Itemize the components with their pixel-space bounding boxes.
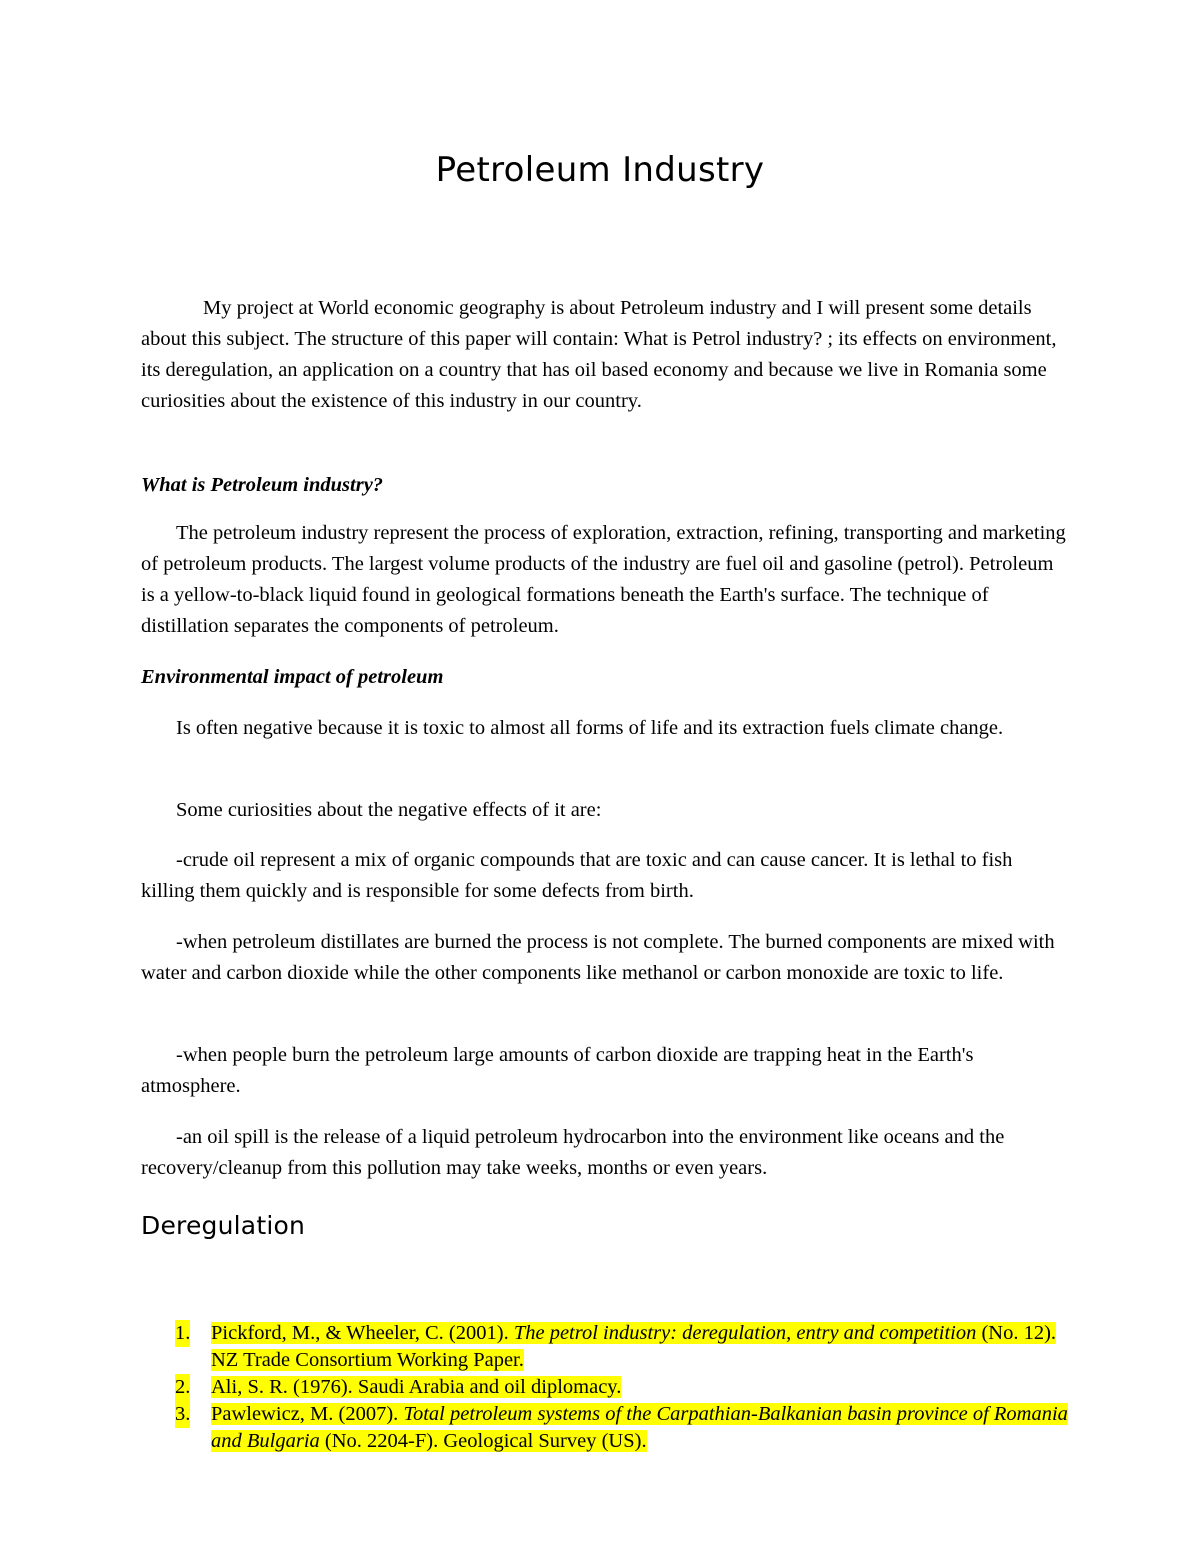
reference-text: Pickford, M., & Wheeler, C. (2001). <box>211 1322 514 1344</box>
document-title: Petroleum Industry <box>435 150 765 190</box>
reference-number: 2. <box>175 1374 190 1401</box>
intro-paragraph: My project at World economic geography is about Petroleum industry and I will present some details about this subject. The structure of this paper will contain: What is Petrol industry? ; its effects on environment, its deregulation, an application on a country that has oil based economy and because we live in Romania some curiosities about the existence of this industry in our country. <box>141 297 1057 412</box>
what-is-paragraph: The petroleum industry represent the process of exploration, extraction, refining, transporting and marketing of petroleum products. The largest volume products of the industry are fuel oil and gasoline (petrol). Petroleum is a yellow-to-black liquid found in geological formations beneath the Earth's surface. The technique of distillation separates the components of petroleum. <box>141 522 1066 637</box>
intro-block <box>141 293 1071 417</box>
environment-p6-block <box>141 1122 1071 1184</box>
environment-p2-block <box>141 795 1071 826</box>
reference-text: Pawlewicz, M. (2007). <box>211 1403 404 1425</box>
reference-title: The petrol industry: deregulation, entry and competition <box>513 1322 977 1344</box>
list-item <box>141 1374 1071 1401</box>
section-environment <box>141 662 1071 693</box>
environment-p3-block <box>141 845 1071 907</box>
list-item <box>141 1401 1071 1455</box>
reference-number: 1. <box>175 1320 190 1347</box>
references-list <box>141 1320 1071 1455</box>
environment-paragraph-5: -when people burn the petroleum large amounts of carbon dioxide are trapping heat in the Earth's atmosphere. <box>141 1044 974 1097</box>
reference-text: Ali, S. R. (1976). Saudi Arabia and oil diplomacy. <box>211 1376 622 1398</box>
reference-tail: (No. 2204-F). Geological Survey (US). <box>319 1430 647 1452</box>
reference-tail: (No. 12). NZ Trade Consortium Working Paper. <box>211 1322 1057 1371</box>
environment-paragraph-4: -when petroleum distillates are burned the process is not complete. The burned components are mixed with water and carbon dioxide while the other components like methanol or carbon monoxide are toxic to life. <box>141 931 1055 984</box>
environment-p5-block <box>141 1040 1071 1102</box>
section-heading-deregulation: Deregulation <box>141 1211 306 1240</box>
environment-paragraph-3: -crude oil represent a mix of organic compounds that are toxic and can cause cancer. It is lethal to fish killing them quickly and is responsible for some defects from birth. <box>141 849 1013 902</box>
section-heading-environment: Environmental impact of petroleum <box>141 666 444 688</box>
environment-paragraph-2: Some curiosities about the negative effects of it are: <box>176 799 602 821</box>
environment-paragraph-1: Is often negative because it is toxic to almost all forms of life and its extraction fuels climate change. <box>176 717 1004 739</box>
environment-p4-block <box>141 927 1071 989</box>
list-item <box>141 1320 1071 1374</box>
environment-p1-block <box>141 713 1071 744</box>
section-what-is <box>141 470 1071 501</box>
reference-number: 3. <box>175 1401 190 1428</box>
environment-paragraph-6: -an oil spill is the release of a liquid petroleum hydrocarbon into the environment like oceans and the recovery/cleanup from this pollution may take weeks, months or even years. <box>141 1126 1005 1179</box>
section-what-is-body <box>141 518 1071 642</box>
section-heading-what-is: What is Petroleum industry? <box>141 474 384 496</box>
reference-title: Total petroleum systems of the Carpathian-Balkanian basin province of Romania and Bulgaria <box>211 1403 1068 1452</box>
